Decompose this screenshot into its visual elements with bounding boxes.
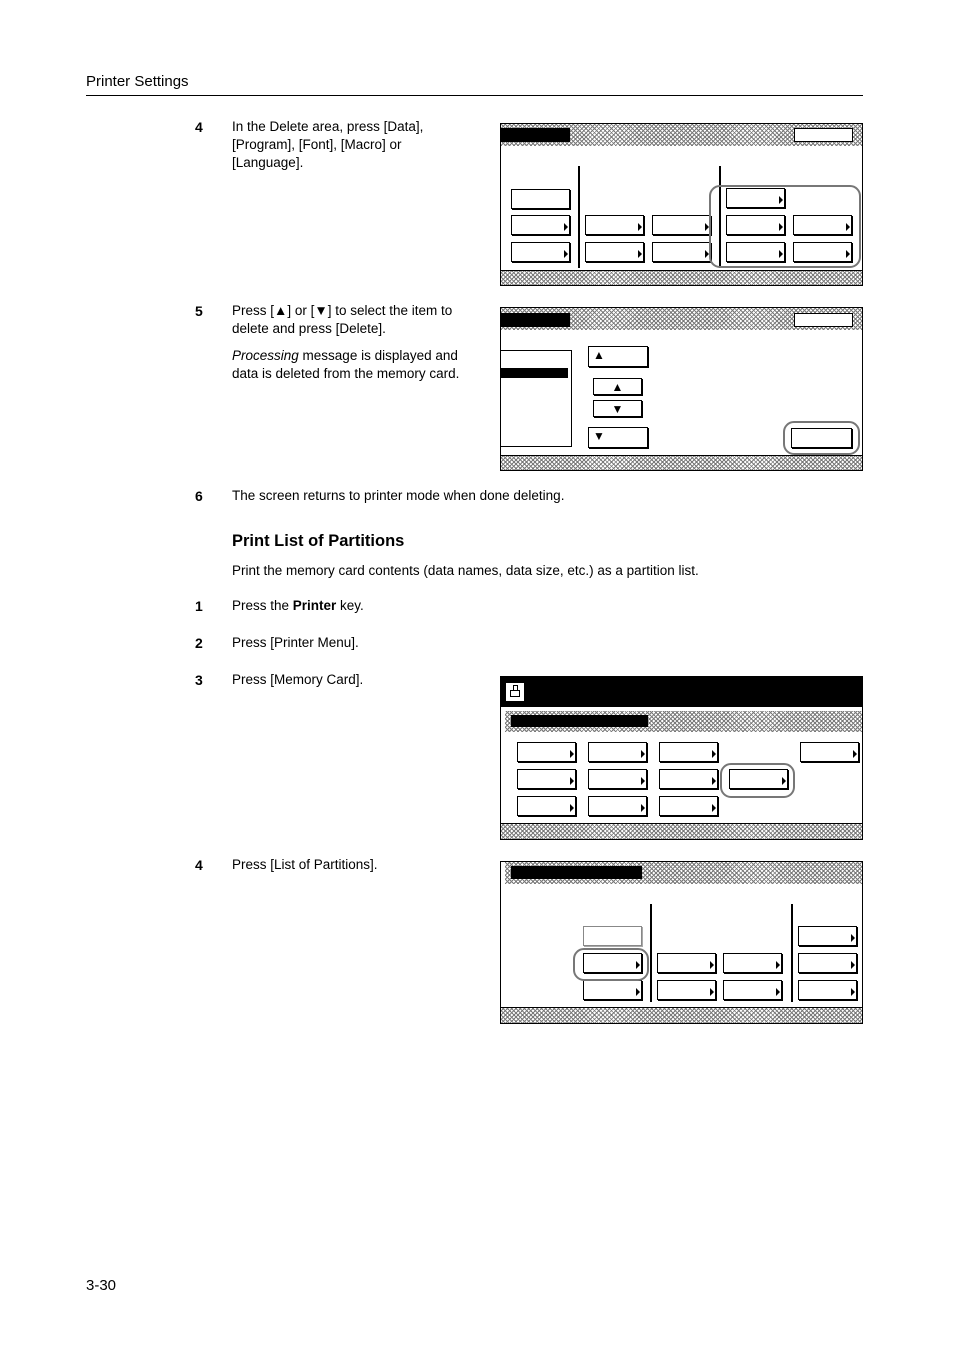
- panel-button[interactable]: [585, 215, 644, 235]
- menu-button[interactable]: [800, 742, 859, 762]
- step-number: 6: [195, 488, 203, 504]
- step-number: 1: [195, 598, 203, 614]
- down-arrow-icon: ▼: [593, 429, 605, 443]
- menu-button[interactable]: [723, 980, 782, 1000]
- menu-button[interactable]: [517, 796, 576, 816]
- section-description: Print the memory card contents (data names, data size, etc.) as a partition list.: [232, 563, 699, 578]
- menu-button[interactable]: [659, 796, 718, 816]
- panel-button[interactable]: [652, 215, 711, 235]
- panel-button[interactable]: [511, 215, 570, 235]
- page-down-button[interactable]: [588, 427, 648, 448]
- step-number: 4: [195, 119, 203, 135]
- step-text: Press [Memory Card].: [232, 672, 364, 687]
- menu-button[interactable]: [798, 953, 857, 973]
- step-text: Press [Printer Menu].: [232, 635, 359, 650]
- step-number: 5: [195, 303, 203, 319]
- step-number: 3: [195, 672, 203, 688]
- up-arrow-icon: ▲: [593, 348, 605, 362]
- step-text-part: key.: [336, 598, 364, 613]
- header-rule: [86, 95, 863, 96]
- highlight-ring: [573, 948, 649, 981]
- menu-button[interactable]: [588, 769, 647, 789]
- panel-button[interactable]: [511, 189, 570, 209]
- close-button[interactable]: [794, 128, 853, 142]
- selected-list-item[interactable]: [500, 368, 568, 378]
- panel-printer-menu: [500, 676, 863, 840]
- highlight-ring: [783, 421, 860, 455]
- menu-button[interactable]: [517, 769, 576, 789]
- menu-button[interactable]: [798, 926, 857, 946]
- step-number: 2: [195, 635, 203, 651]
- step-note-text: message is displayed and data is deleted from the memory card.: [232, 348, 460, 381]
- menu-button[interactable]: [657, 953, 716, 973]
- menu-button-disabled: [583, 926, 642, 946]
- step-text: In the Delete area, press [Data], [Program], [Font], [Macro] or [Language].: [232, 119, 424, 170]
- step-text: Press [List of Partitions].: [232, 857, 378, 872]
- menu-button[interactable]: [659, 742, 718, 762]
- step-text: The screen returns to printer mode when done deleting.: [232, 488, 565, 503]
- step-number: 4: [195, 857, 203, 873]
- panel-button[interactable]: [652, 242, 711, 262]
- menu-button[interactable]: [659, 769, 718, 789]
- menu-button[interactable]: [798, 980, 857, 1000]
- down-arrow-icon: ▼: [611, 402, 624, 416]
- panel-button[interactable]: [585, 242, 644, 262]
- page-number: 3-30: [86, 1277, 117, 1294]
- menu-button[interactable]: [588, 796, 647, 816]
- menu-button[interactable]: [583, 980, 642, 1000]
- printer-icon: [505, 682, 525, 702]
- page-up-button[interactable]: [588, 346, 648, 367]
- panel-memory-card: [500, 861, 863, 1024]
- step-text: [232, 597, 364, 615]
- highlight-ring: [720, 763, 795, 798]
- menu-button[interactable]: [517, 742, 576, 762]
- printer-key-label: Printer: [292, 598, 337, 613]
- up-arrow-icon: ▲: [611, 380, 624, 394]
- item-list[interactable]: [500, 350, 572, 447]
- step-note: [232, 347, 482, 383]
- running-header: Printer Settings: [86, 73, 189, 90]
- step-text: Press [▲] or [▼] to select the item to delete and press [Delete].: [232, 303, 453, 336]
- processing-label: Processing: [232, 348, 299, 363]
- scroll-down-button[interactable]: [593, 400, 642, 417]
- panel-button[interactable]: [511, 242, 570, 262]
- menu-button[interactable]: [723, 953, 782, 973]
- highlight-ring: [709, 185, 861, 268]
- section-heading: Print List of Partitions: [232, 532, 405, 550]
- close-button[interactable]: [794, 313, 853, 327]
- step-text-part: Press the: [232, 598, 293, 613]
- scroll-up-button[interactable]: [593, 378, 642, 395]
- menu-button[interactable]: [657, 980, 716, 1000]
- menu-button[interactable]: [588, 742, 647, 762]
